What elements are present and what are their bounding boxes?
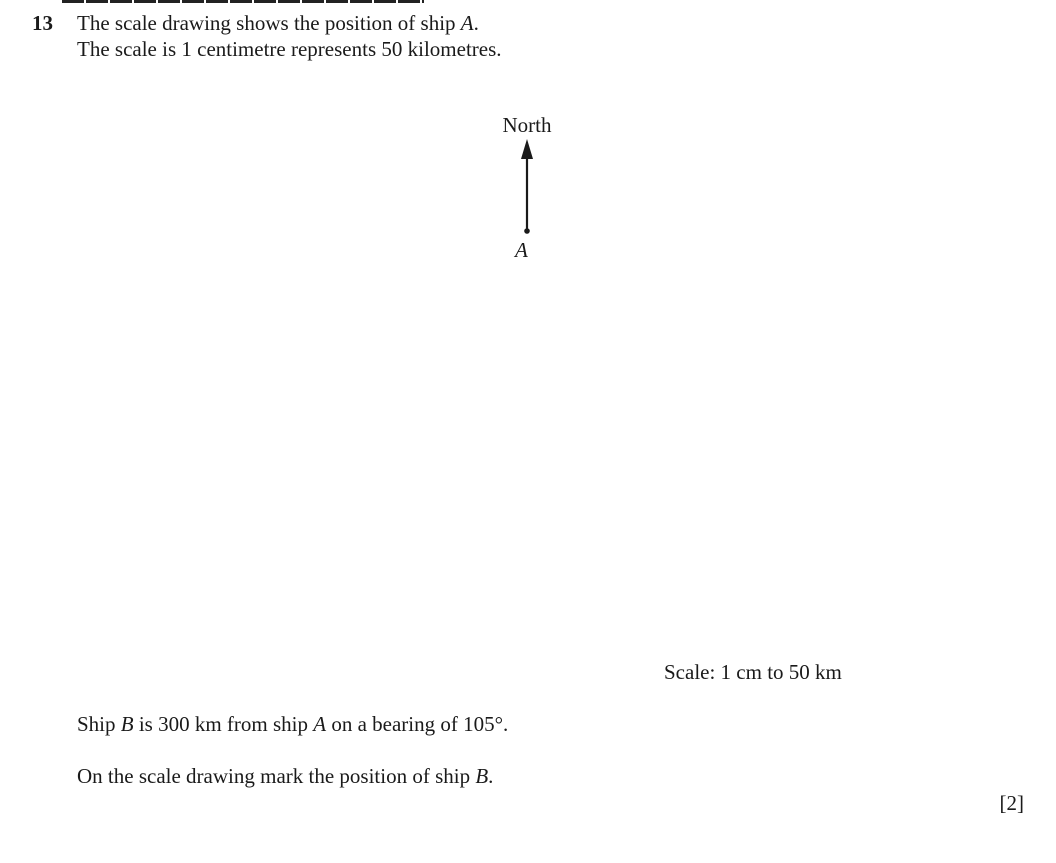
- scale-drawing[interactable]: [470, 110, 590, 270]
- question-intro: [77, 10, 479, 36]
- marks: [2]: [999, 791, 1024, 815]
- north-arrow-icon: [470, 110, 590, 270]
- scale-note: Scale: 1 cm to 50 km: [664, 660, 842, 684]
- north-label: North: [502, 113, 552, 137]
- page-top-edge: [62, 0, 424, 3]
- ship-a-label: A: [515, 238, 528, 262]
- ship-b-text-3: on a bearing of 105°.: [326, 712, 509, 736]
- intro-text: The scale drawing shows the position of ship: [77, 11, 461, 35]
- ship-b-text-2: is 300 km from ship: [133, 712, 314, 736]
- intro-ship-name: A: [460, 11, 474, 35]
- question-number: 13: [32, 11, 53, 35]
- ship-a-point: [524, 228, 530, 234]
- ship-a-name: A: [313, 712, 327, 736]
- ship-b-name: B: [120, 712, 134, 736]
- ship-b-text-1: Ship: [77, 712, 121, 736]
- instruction-text-2: .: [488, 764, 494, 788]
- ship-b-description: [77, 711, 508, 737]
- intro-end: .: [473, 11, 479, 35]
- instruction-text-1: On the scale drawing mark the position of ship: [77, 764, 476, 788]
- instruction-ship-name: B: [475, 764, 489, 788]
- scale-sentence: The scale is 1 centimetre represents 50 kilometres.: [77, 37, 502, 61]
- instruction: [77, 763, 493, 789]
